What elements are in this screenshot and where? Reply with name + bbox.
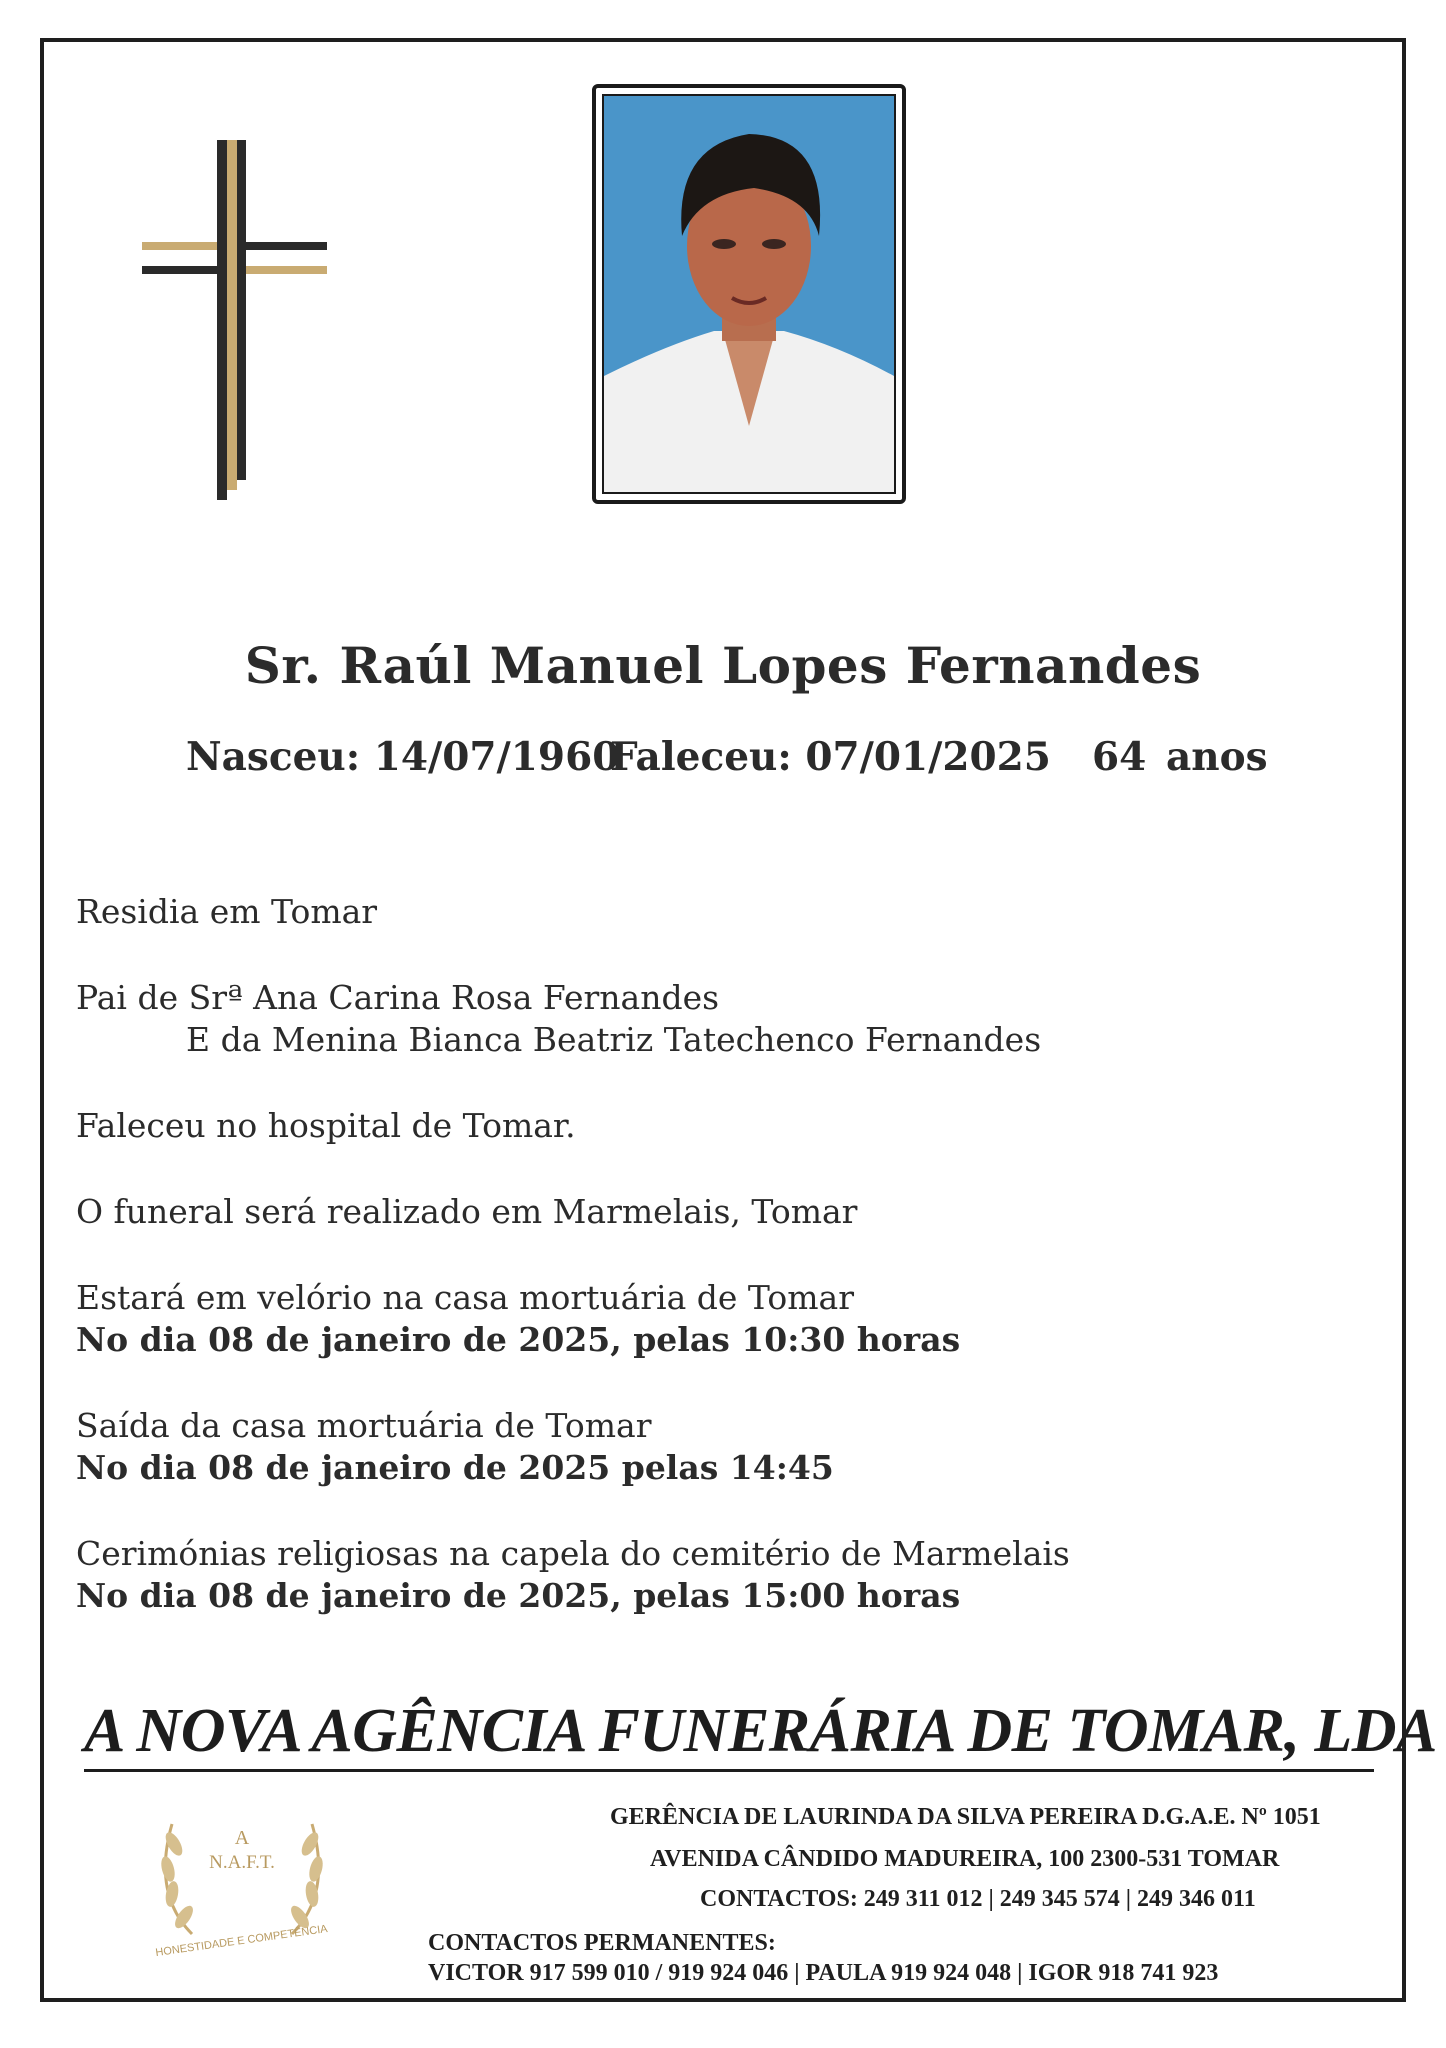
svg-text:A: A xyxy=(234,1827,250,1849)
svg-text:N.A.F.T.: N.A.F.T. xyxy=(209,1852,275,1873)
deceased-name: Sr. Raúl Manuel Lopes Fernandes xyxy=(244,636,1202,695)
agency-contacts: CONTACTOS: 249 311 012 | 249 345 574 | 249 346 011 xyxy=(700,1886,1256,1912)
cross-icon xyxy=(142,140,327,500)
svg-text:HONESTIDADE E COMPETÊNCIA: HONESTIDADE E COMPETÊNCIA xyxy=(154,1923,329,1960)
departure-time: No dia 08 de janeiro de 2025 pelas 14:45 xyxy=(76,1448,834,1487)
agency-seal-logo xyxy=(132,1784,352,1960)
ceremony-place: Cerimónias religiosas na capela do cemitério de Marmelais xyxy=(76,1534,1070,1573)
birth-date: Nasceu: 14/07/1960 xyxy=(186,734,620,780)
age-unit: anos xyxy=(1166,734,1268,780)
wake-time: No dia 08 de janeiro de 2025, pelas 10:30 horas xyxy=(76,1320,961,1359)
portrait-frame xyxy=(592,84,906,504)
portrait-photo xyxy=(602,94,896,494)
agency-management: GERÊNCIA DE LAURINDA DA SILVA PEREIRA D.G.A.E. Nº 1051 xyxy=(610,1804,1321,1830)
agency-name: A NOVA AGÊNCIA FUNERÁRIA DE TOMAR, LDA xyxy=(84,1696,1374,1772)
age-value: 64 xyxy=(1092,734,1147,780)
death-date: Faleceu: 07/01/2025 xyxy=(610,734,1051,780)
family-line-1: Pai de Srª Ana Carina Rosa Fernandes xyxy=(76,978,720,1017)
permanent-contacts-label: CONTACTOS PERMANENTES: xyxy=(428,1930,776,1956)
wake-place: Estará em velório na casa mortuária de Tomar xyxy=(76,1278,854,1317)
departure-place: Saída da casa mortuária de Tomar xyxy=(76,1406,652,1445)
place-of-death: Faleceu no hospital de Tomar. xyxy=(76,1106,576,1145)
ceremony-time: No dia 08 de janeiro de 2025, pelas 15:00 horas xyxy=(76,1576,961,1615)
residence-text: Residia em Tomar xyxy=(76,892,378,931)
family-line-2: E da Menina Bianca Beatriz Tatechenco Fernandes xyxy=(186,1020,1042,1059)
agency-address: AVENIDA CÂNDIDO MADUREIRA, 100 2300-531 TOMAR xyxy=(650,1846,1280,1872)
funeral-location: O funeral será realizado em Marmelais, Tomar xyxy=(76,1192,858,1231)
permanent-contacts: VICTOR 917 599 010 / 919 924 046 | PAULA 919 924 048 | IGOR 918 741 923 xyxy=(428,1960,1219,1986)
